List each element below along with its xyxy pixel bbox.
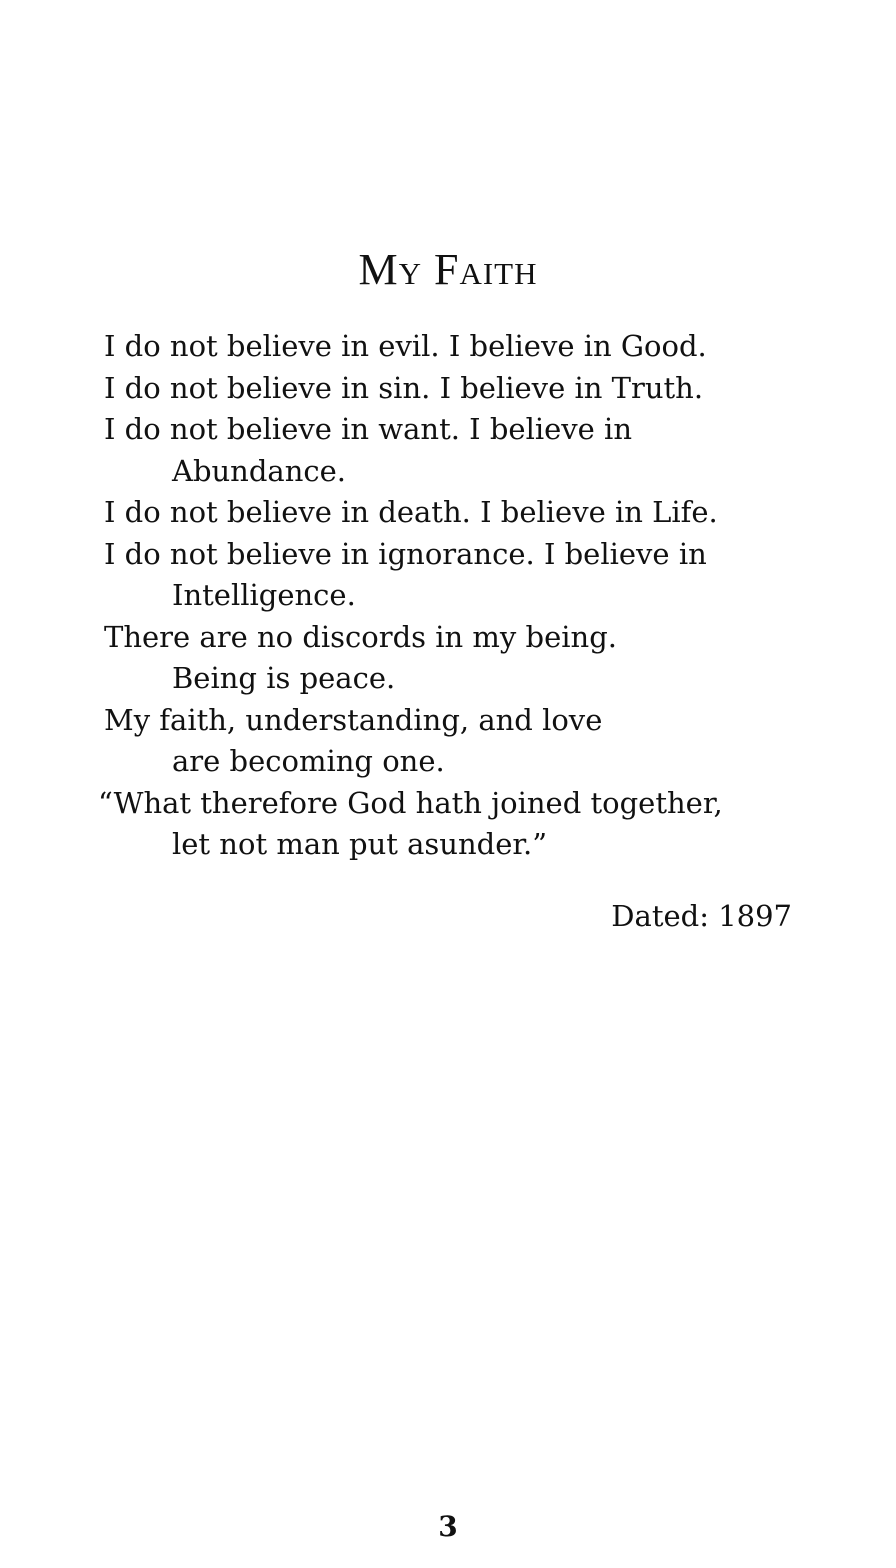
- poem-line: I do not believe in sin. I believe in Truth.: [104, 370, 704, 405]
- poem-line: I do not believe in want. I believe in: [104, 412, 633, 446]
- poem-line-continuation: let not man put asunder.”: [172, 827, 548, 861]
- poem-line: “What therefore God hath joined together,: [98, 785, 723, 820]
- page-title: My Faith: [358, 245, 538, 294]
- poem-body: [98, 326, 804, 866]
- poem-line: My faith, understanding, and love: [104, 702, 603, 737]
- page-number: 3: [438, 1510, 458, 1543]
- poem-line-continuation: Abundance.: [172, 453, 347, 488]
- poem-line: There are no discords in my being.: [104, 619, 617, 654]
- poem-line: I do not believe in evil. I believe in Good.: [104, 329, 707, 363]
- poem-line-continuation: Being is peace.: [172, 661, 396, 695]
- poem-line-continuation: Intelligence.: [172, 578, 356, 612]
- dated-line: Dated: 1897: [611, 899, 792, 933]
- poem-line-continuation: are becoming one.: [172, 744, 445, 778]
- poem-line: I do not believe in death. I believe in Life.: [104, 495, 718, 529]
- poem-line: I do not believe in ignorance. I believe in: [104, 536, 707, 571]
